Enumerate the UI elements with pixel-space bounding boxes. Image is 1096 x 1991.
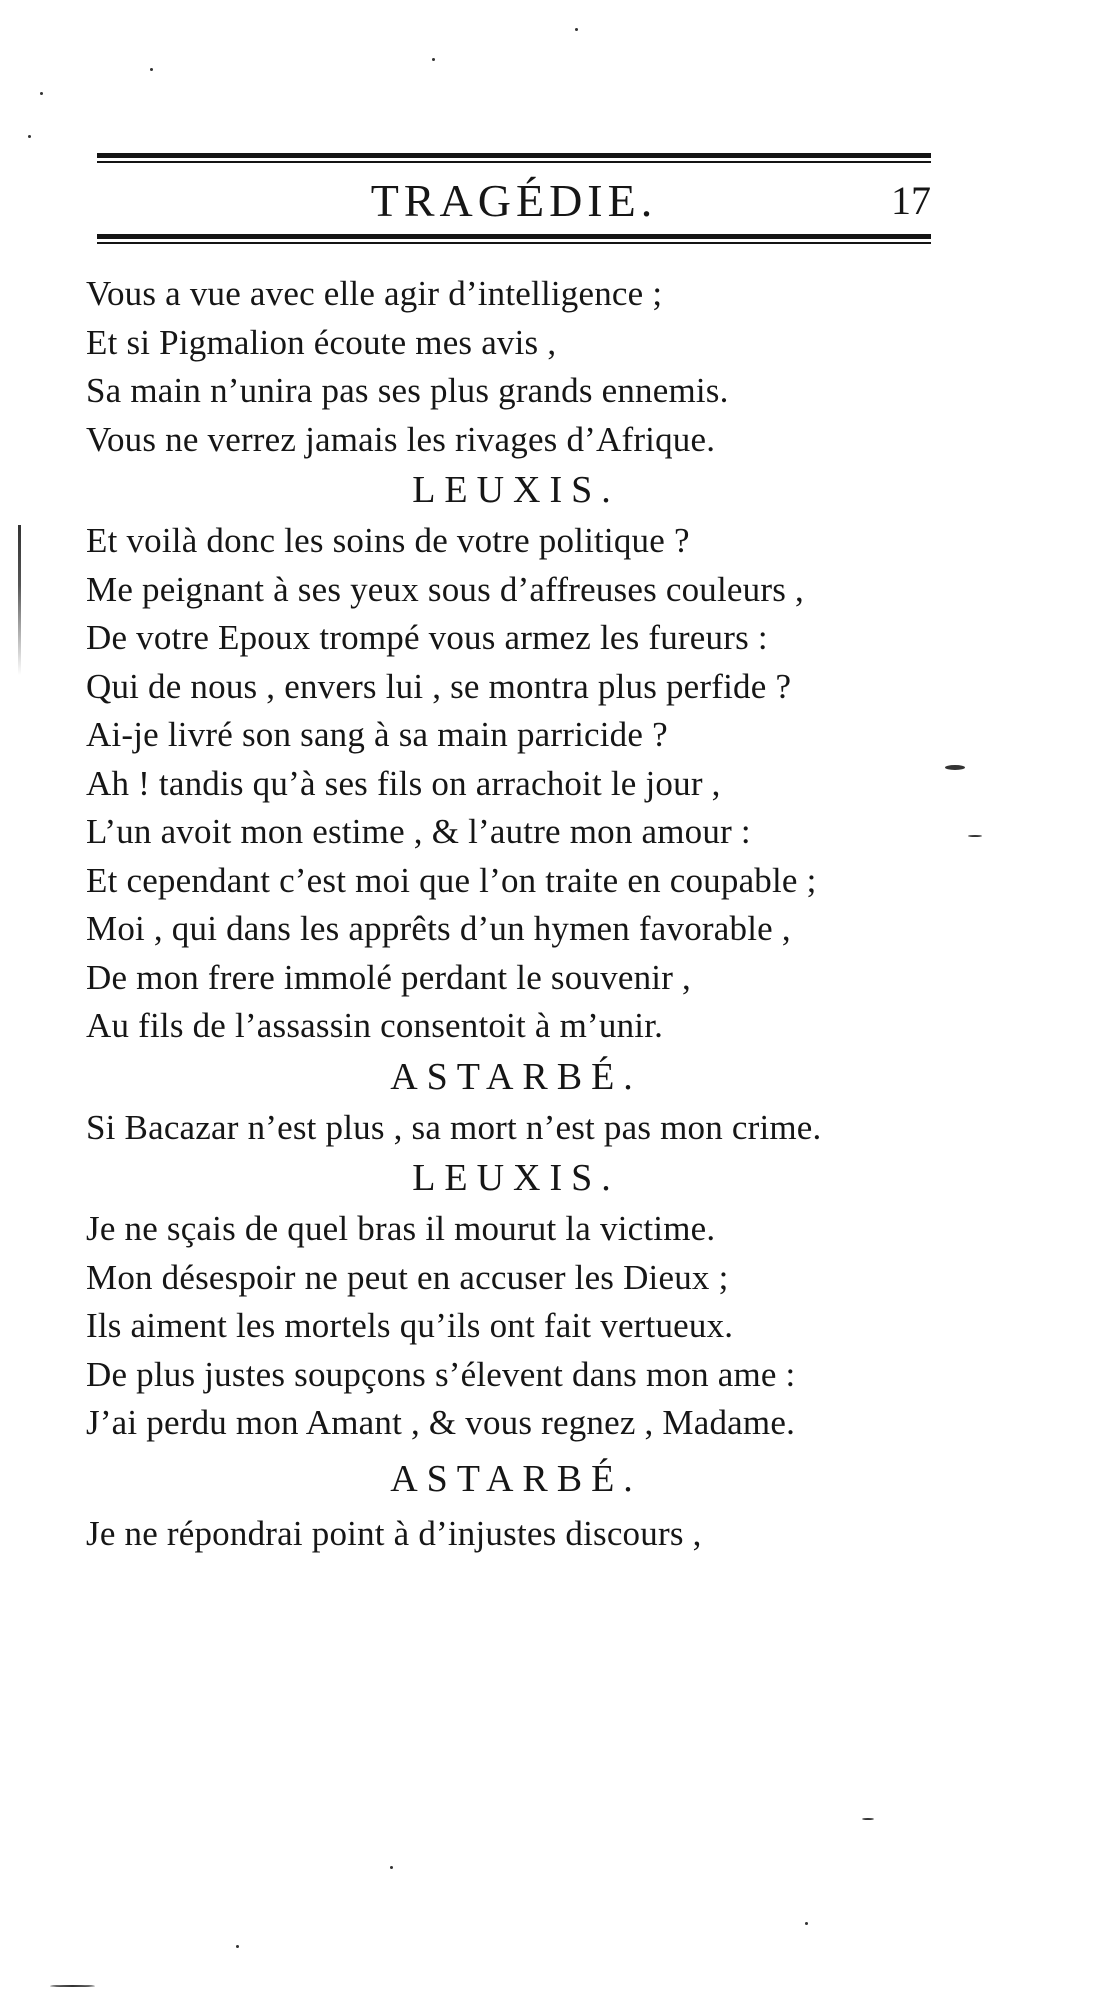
verse-line: De plus justes soupçons s’élevent dans mon ame : — [86, 1354, 796, 1394]
verse-text-block — [86, 270, 926, 1558]
verse-line: Sa main n’unira pas ses plus grands ennemis. — [86, 371, 729, 410]
verse-line: Ah ! tandis qu’à ses fils on arrachoit le jour , — [86, 763, 721, 803]
verse-line: Et si Pigmalion écoute mes avis , — [86, 322, 557, 362]
verse-line: L’un avoit mon estime , & l’autre mon amour : — [86, 812, 751, 851]
verse-line: Qui de nous , envers lui , se montra plus perfide ? — [86, 666, 792, 706]
header-bottom-thin-rule — [97, 242, 931, 244]
scan-speck — [575, 28, 578, 31]
scan-speck — [432, 58, 435, 61]
header-bottom-rule — [97, 234, 931, 239]
scan-speck — [968, 835, 982, 837]
scan-speck — [236, 1945, 239, 1948]
verse-line: Mon désespoir ne peut en accuser les Dieux ; — [86, 1257, 729, 1297]
scan-speck — [390, 1866, 393, 1869]
scan-speck — [945, 765, 965, 770]
verse-line: Me peignant à ses yeux sous d’affreuses couleurs , — [86, 569, 804, 609]
verse-line: Au fils de l’assassin consentoit à m’unir. — [86, 1006, 664, 1045]
verse-line: De mon frere immolé perdant le souvenir , — [86, 957, 691, 997]
running-head — [97, 172, 931, 230]
verse-line: Vous ne verrez jamais les rivages d’Afrique. — [86, 419, 716, 459]
verse-line: Ai-je livré son sang à sa main parricide ? — [86, 715, 668, 754]
verse-line: Je ne répondrai point à d’injustes discours , — [86, 1513, 702, 1553]
verse-line: Moi , qui dans les apprêts d’un hymen favorable , — [86, 909, 791, 948]
speaker-name: ASTARBÉ. — [390, 1055, 642, 1098]
scan-speck — [50, 1985, 95, 1987]
scan-speck — [862, 1818, 874, 1820]
verse-line: Vous a vue avec elle agir d’intelligence ; — [86, 274, 663, 313]
page-number: 17 — [891, 178, 931, 223]
verse-line: Et cependant c’est moi que l’on traite en coupable ; — [86, 860, 817, 900]
header-top-rule — [97, 153, 931, 158]
scan-speck — [28, 135, 31, 138]
running-title: TRAGÉDIE. — [370, 175, 658, 226]
speaker-name: ASTARBÉ. — [390, 1457, 642, 1500]
verse-line: Je ne sçais de quel bras il mourut la victime. — [86, 1209, 716, 1248]
scan-speck — [40, 92, 43, 95]
speaker-name: LEUXIS. — [412, 469, 620, 511]
verse-line: De votre Epoux trompé vous armez les fureurs : — [86, 618, 768, 657]
header-top-thin-rule — [97, 161, 931, 163]
verse-line: Ils aiment les mortels qu’ils ont fait vertueux. — [86, 1306, 734, 1345]
scan-speck — [805, 1922, 808, 1925]
verse-line: J’ai perdu mon Amant , & vous regnez , Madame. — [86, 1403, 796, 1442]
margin-scan-mark — [18, 525, 21, 675]
verse-line: Et voilà donc les soins de votre politique ? — [86, 521, 690, 560]
scan-speck — [150, 68, 153, 71]
speaker-name: LEUXIS. — [412, 1157, 620, 1199]
verse-line: Si Bacazar n’est plus , sa mort n’est pas mon crime. — [86, 1107, 822, 1147]
